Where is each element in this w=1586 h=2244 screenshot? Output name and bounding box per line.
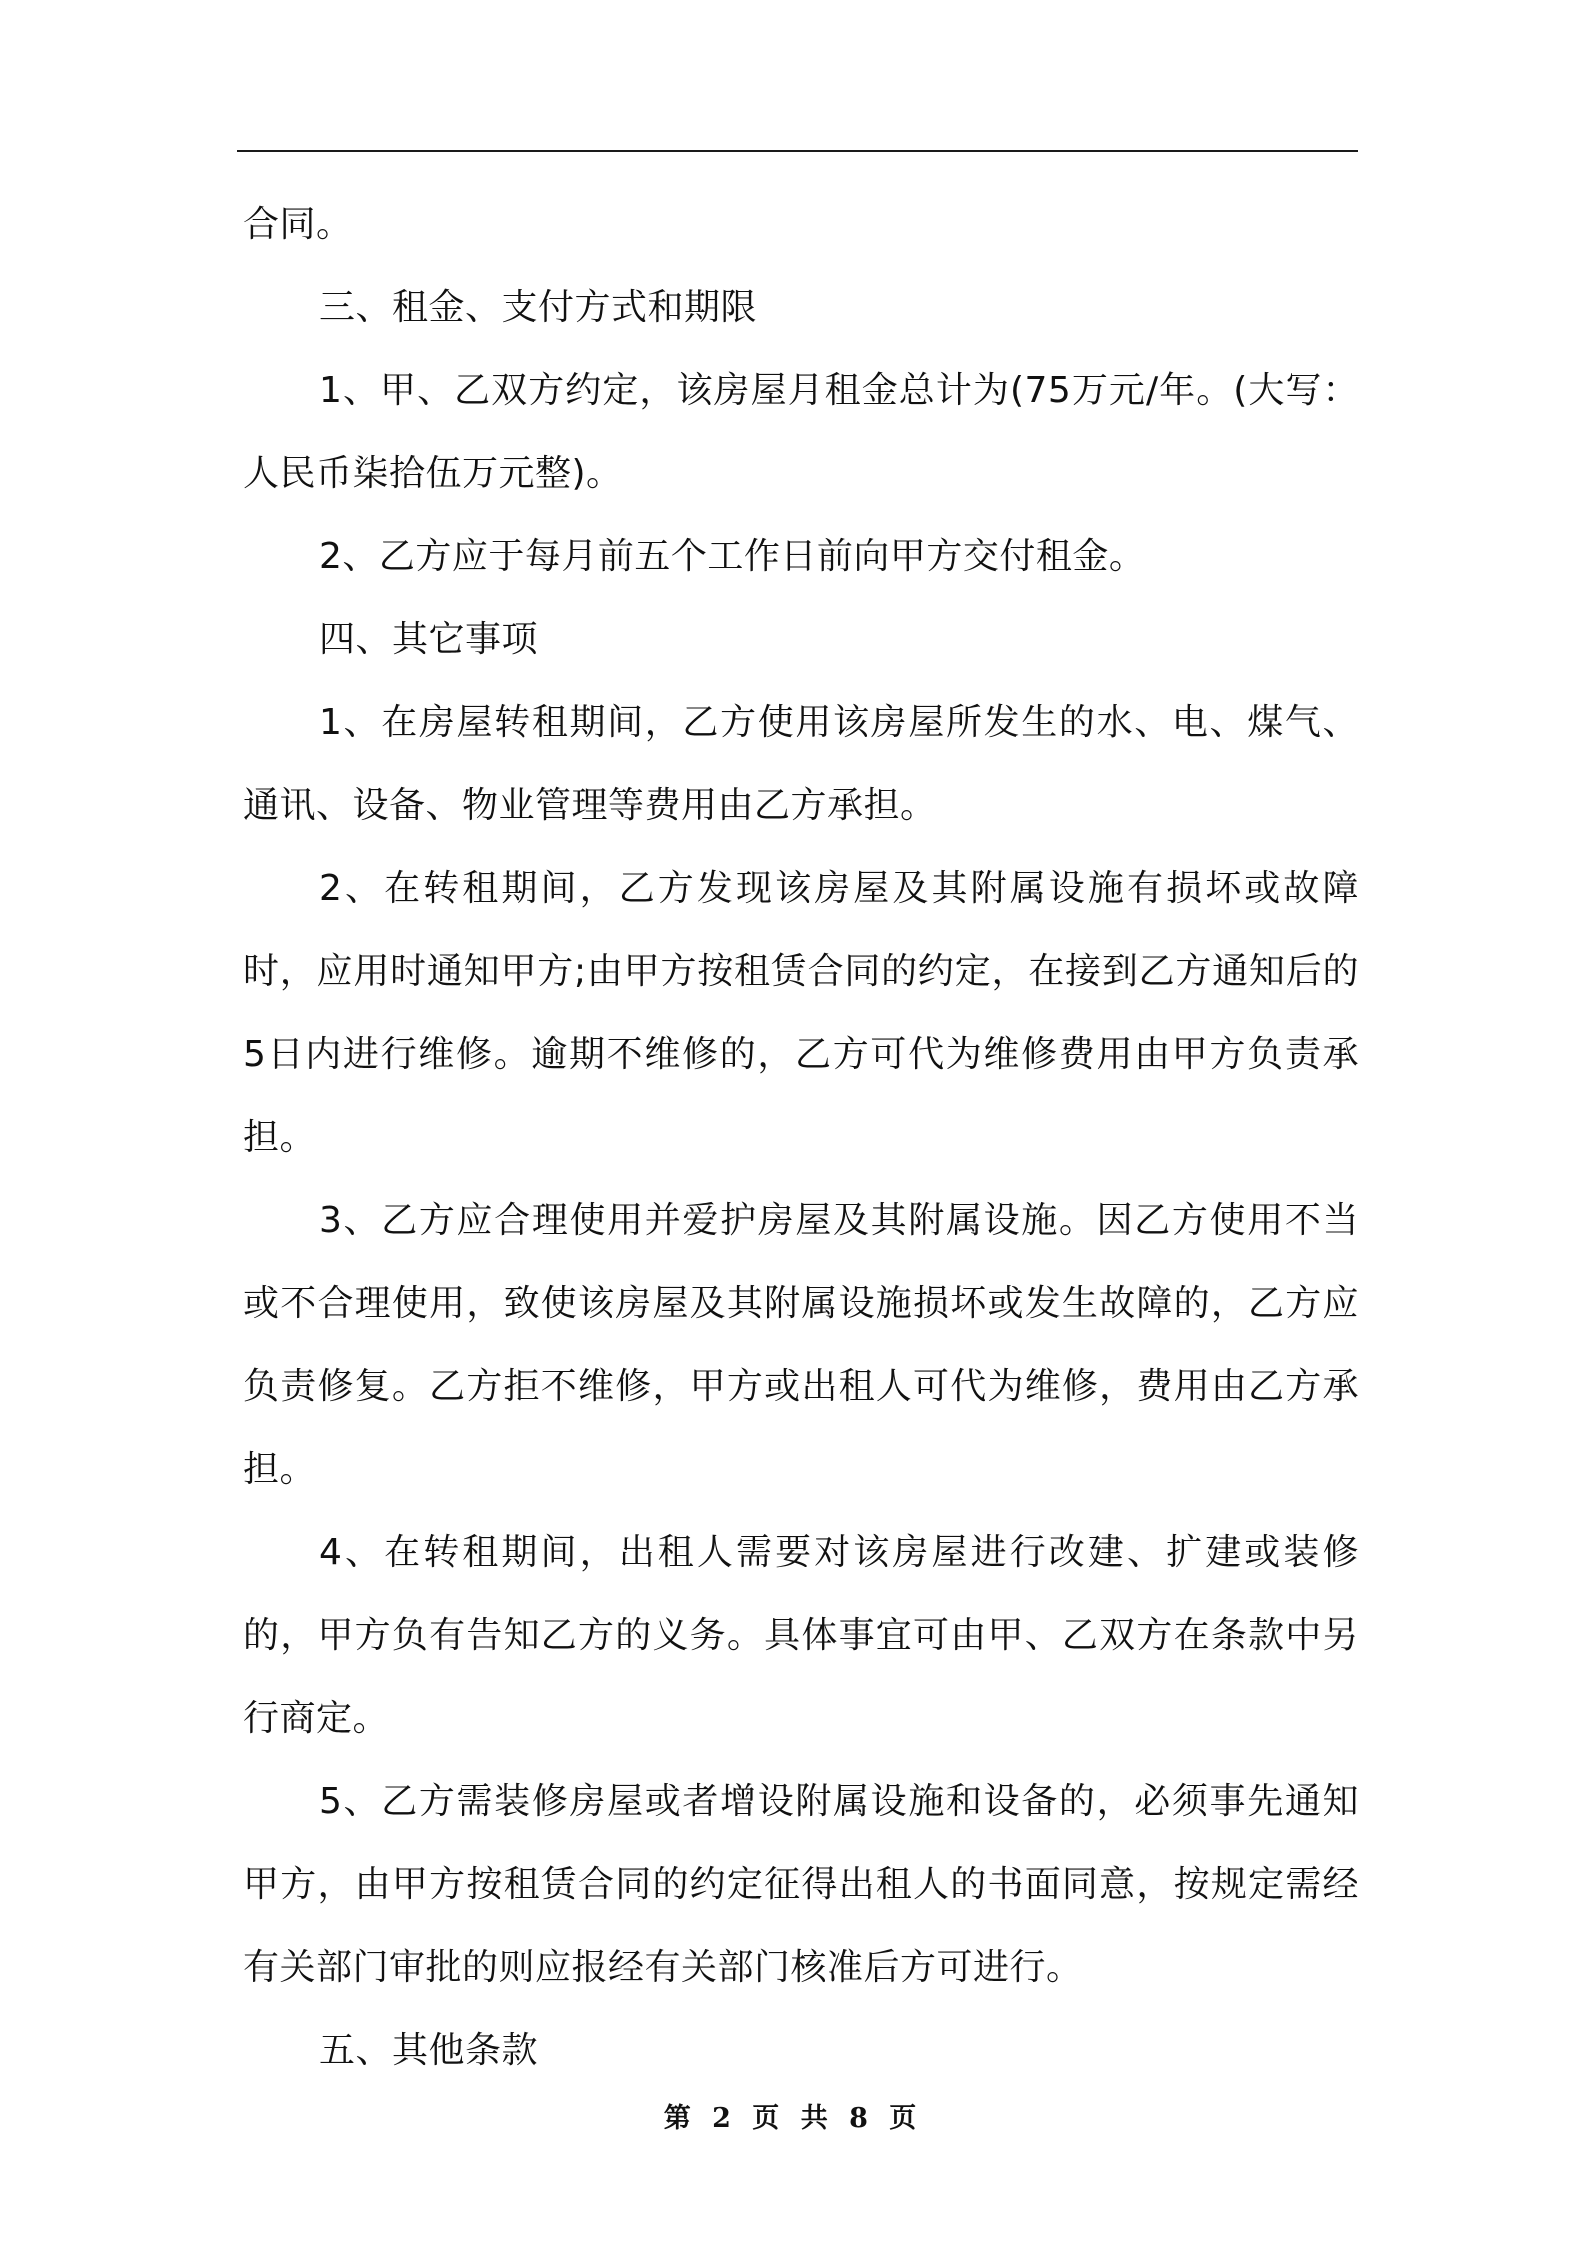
paragraph: 2、乙方应于每月前五个工作日前向甲方交付租金。 (319, 536, 1146, 577)
paragraph: 2、在转租期间，乙方发现该房屋及其附属设施有损坏或故障时，应用时通知甲方;由甲方按租赁合同的约定，在接到乙方通知后的5日内进行维修。逾期不维修的，乙方可代为维修费用由甲方负责承担。 (243, 868, 1359, 1158)
paragraph: 合同。 (243, 204, 353, 245)
section-heading: 四、其它事项 (319, 619, 539, 660)
page-number-footer: 第 2 页 共 8 页 (663, 2103, 923, 2134)
paragraph: 1、在房屋转租期间，乙方使用该房屋所发生的水、电、煤气、通讯、设备、物业管理等费用由乙方承担。 (243, 702, 1359, 826)
paragraph: 1、甲、乙双方约定，该房屋月租金总计为(75万元/年。(大写：人民币柒拾伍万元整)。 (243, 370, 1359, 494)
paragraph: 3、乙方应合理使用并爱护房屋及其附属设施。因乙方使用不当或不合理使用，致使该房屋及其附属设施损坏或发生故障的，乙方应负责修复。乙方拒不维修，甲方或出租人可代为维修，费用由乙方承担。 (243, 1200, 1359, 1490)
paragraph: 4、在转租期间，出租人需要对该房屋进行改建、扩建或装修的，甲方负有告知乙方的义务。具体事宜可由甲、乙双方在条款中另行商定。 (243, 1532, 1359, 1739)
document-body (243, 183, 1359, 2092)
header-rule (237, 150, 1358, 152)
section-heading: 五、其他条款 (319, 2030, 539, 2071)
paragraph: 5、乙方需装修房屋或者增设附属设施和设备的，必须事先通知甲方，由甲方按租赁合同的约定征得出租人的书面同意，按规定需经有关部门审批的则应报经有关部门核准后方可进行。 (243, 1781, 1359, 1988)
section-heading: 三、租金、支付方式和期限 (319, 287, 758, 328)
